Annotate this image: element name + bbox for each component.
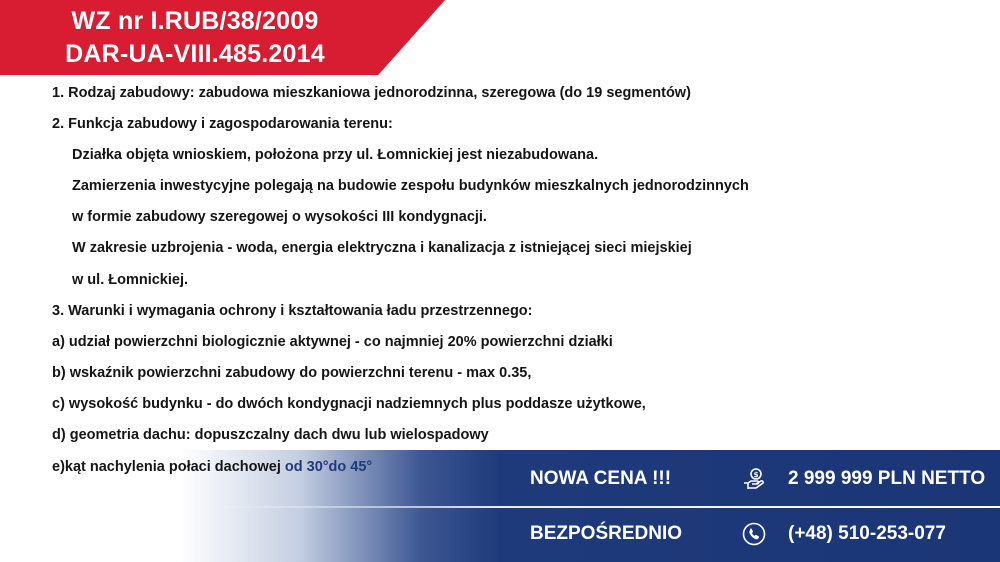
money-hand-icon bbox=[742, 467, 766, 491]
condition-line: d) geometria dachu: dopuszczalny dach dwu lub wielospadowy bbox=[52, 427, 489, 444]
permit-number: WZ nr I.RUB/38/2009 bbox=[71, 7, 319, 35]
condition-line: Działka objęta wnioskiem, położona przy ul. Łomnickiej jest niezabudowana. bbox=[72, 147, 599, 164]
condition-line: b) wskaźnik powierzchni zabudowy do powierzchni terenu - max 0.35, bbox=[52, 364, 532, 381]
price-label: NOWA CENA !!! bbox=[530, 468, 672, 489]
condition-line: W zakresie uzbrojenia - woda, energia elektryczna i kanalizacja z istniejącej sieci miejskiej bbox=[72, 240, 692, 257]
condition-line: c) wysokość budynku - do dwóch kondygnacji nadziemnych plus poddasze użytkowe, bbox=[52, 395, 646, 412]
roof-slope-text: e)kąt nachylenia połaci dachowej bbox=[52, 459, 285, 475]
condition-line: w formie zabudowy szeregowej o wysokości III kondygnacji. bbox=[72, 209, 487, 226]
condition-line: Zamierzenia inwestycyjne polegają na budowie zespołu budynków mieszkalnych jednorodzinnych bbox=[72, 178, 749, 195]
case-number: DAR-UA-VIII.485.2014 bbox=[65, 40, 325, 68]
condition-line: w ul. Łomnickiej. bbox=[72, 271, 189, 288]
contact-phone[interactable]: (+48) 510-253-077 bbox=[788, 523, 946, 544]
price-value: 2 999 999 PLN NETTO bbox=[788, 468, 986, 489]
contact-label: BEZPOŚREDNIO bbox=[530, 523, 683, 544]
roof-slope-range: od 30°do 45° bbox=[284, 459, 373, 475]
phone-icon bbox=[742, 522, 766, 546]
condition-line: 1. Rodzaj zabudowy: zabudowa mieszkaniowa jednorodzinna, szeregowa (do 19 segmentów) bbox=[52, 85, 691, 101]
condition-line: 3. Warunki i wymagania ochrony i kształtowania ładu przestrzennego: bbox=[52, 302, 533, 319]
condition-line: 2. Funkcja zabudowy i zagospodarowania terenu: bbox=[52, 116, 393, 133]
roof-slope-line bbox=[52, 458, 372, 477]
conditions-list bbox=[52, 84, 952, 457]
condition-line: a) udział powierzchni biologicznie aktywnej - co najmniej 20% powierzchni działki bbox=[52, 333, 613, 350]
footer-divider bbox=[0, 506, 1000, 508]
svg-text:$: $ bbox=[753, 471, 759, 479]
